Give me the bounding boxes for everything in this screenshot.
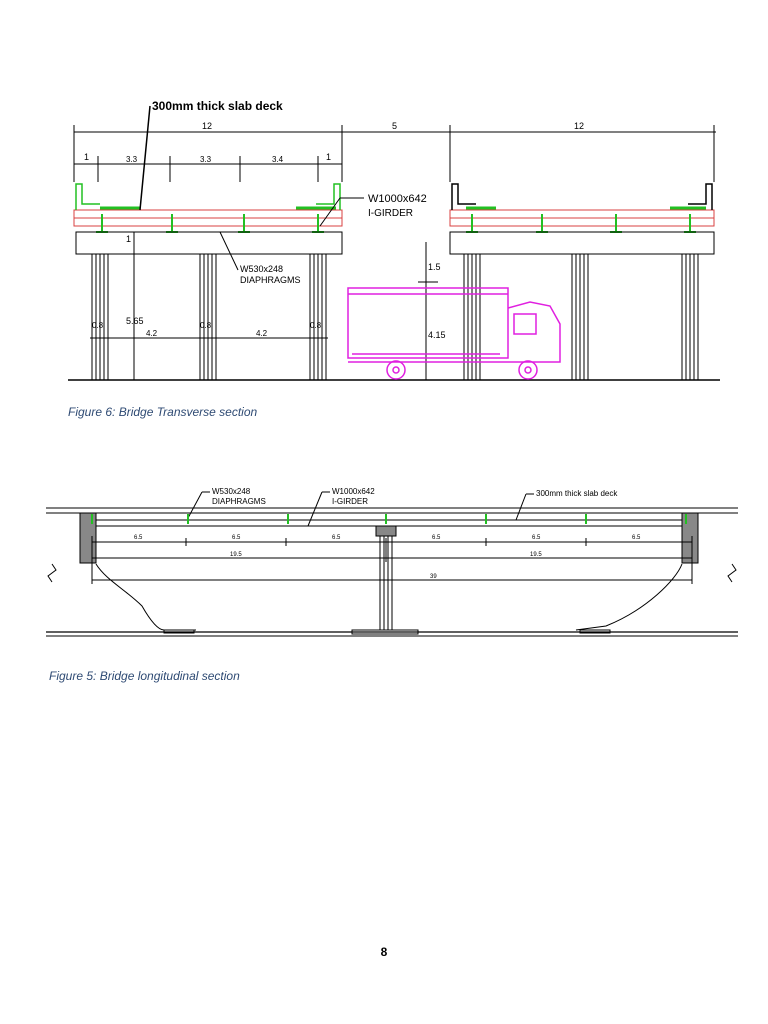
dim-pier-height: 5.65 — [126, 316, 144, 326]
dim-girder-space-2: 3.3 — [200, 155, 212, 164]
truck-icon — [348, 288, 560, 379]
dim-column-2: 0.8 — [200, 321, 212, 330]
dim-column-space-2: 4.2 — [256, 329, 268, 338]
dim-girder-space-3: 3.4 — [272, 155, 284, 164]
figure-6-caption: Figure 6: Bridge Transverse section — [68, 405, 258, 419]
dim-deck-right: 12 — [574, 121, 585, 131]
dim-column-3: 0.8 — [310, 321, 322, 330]
longitudinal-section-drawing — [46, 480, 738, 645]
dim-segment-2: 6.5 — [232, 535, 241, 541]
dim-column-space-1: 4.2 — [146, 329, 158, 338]
dim-column-1: 0.8 — [92, 321, 104, 330]
dim-segment-5: 6.5 — [532, 535, 541, 541]
girder-size-label: W1000x642 — [368, 193, 427, 205]
diaphragm-type-label-long: DIAPHRAGMS — [212, 497, 266, 506]
dim-cap-depth: 1 — [126, 234, 132, 244]
slab-deck-label-long: 300mm thick slab deck — [536, 489, 618, 498]
girder-type-label: I-GIRDER — [368, 208, 413, 219]
dim-gap: 5 — [392, 121, 398, 131]
dim-span-left: 19.5 — [230, 552, 242, 558]
page-number: 8 — [380, 945, 388, 959]
transverse-section-drawing — [60, 92, 724, 392]
dim-girder-space-1: 3.3 — [126, 155, 138, 164]
dim-truck-height: 4.15 — [428, 330, 446, 340]
dim-clearance-top: 1.5 — [428, 262, 441, 272]
dim-segment-4: 6.5 — [432, 535, 441, 541]
dim-total: 39 — [430, 574, 437, 580]
girder-type-label-long: I-GIRDER — [332, 497, 368, 506]
dim-overhang-right: 1 — [326, 152, 332, 162]
figure-5-caption: Figure 5: Bridge longitudinal section — [49, 669, 240, 683]
girder-size-label-long: W1000x642 — [332, 487, 375, 496]
dim-overhang-left: 1 — [84, 152, 90, 162]
diaphragm-size-label-long: W530x248 — [212, 487, 251, 496]
dim-span-right: 19.5 — [530, 552, 542, 558]
dim-deck-left: 12 — [202, 121, 213, 131]
diaphragm-type-label: DIAPHRAGMS — [240, 275, 301, 285]
dim-segment-3: 6.5 — [332, 535, 341, 541]
dim-segment-1: 6.5 — [134, 535, 143, 541]
slab-deck-label: 300mm thick slab deck — [152, 99, 283, 113]
diaphragm-size-label: W530x248 — [240, 264, 284, 274]
dim-segment-6: 6.5 — [632, 535, 641, 541]
